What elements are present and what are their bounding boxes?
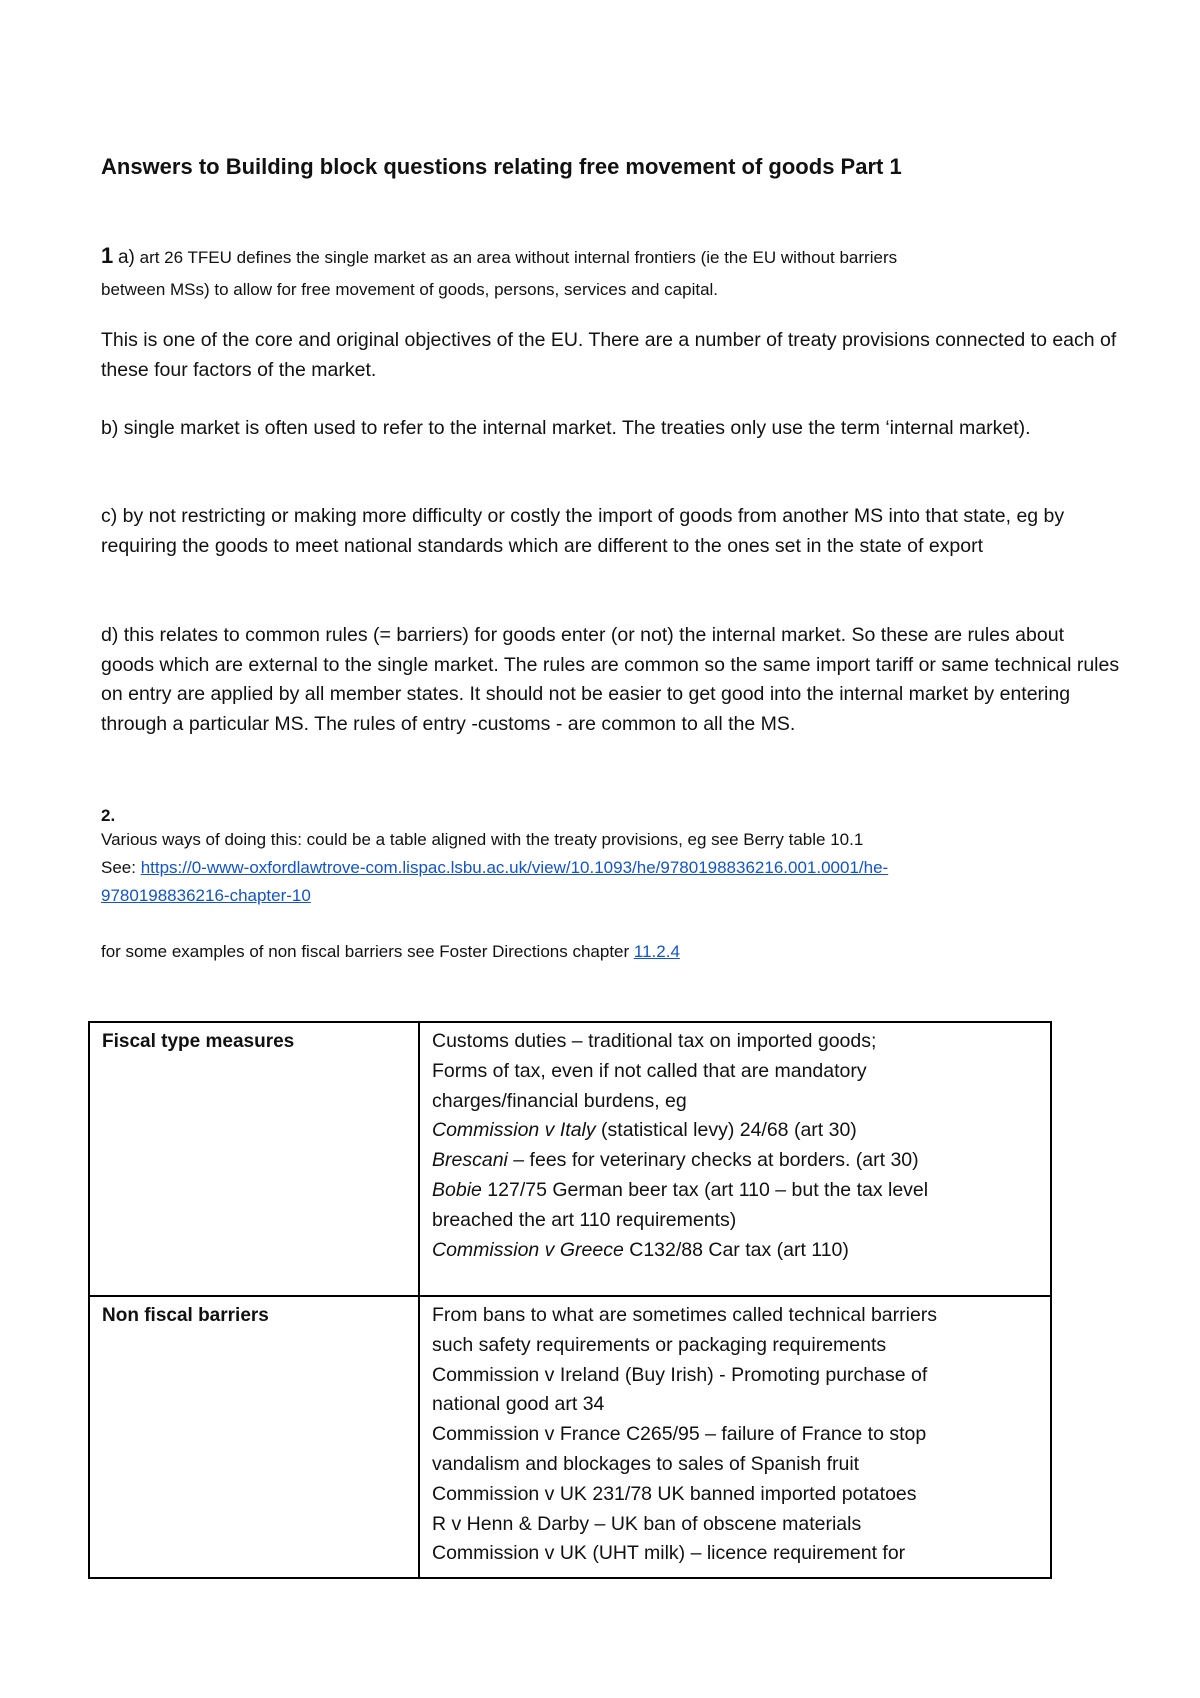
foster-chapter-link[interactable]: 11.2.4 <box>633 942 680 961</box>
answer-1d: d) this relates to common rules (= barriers) for goods enter (or not) the internal market. So these are rules about goods which are external to the single market. The rules are common so the same import tariff or same technical rules on entry are applied by all member states. It should not be easier to get good into the internal market by entering through a particular MS. The rules of entry -customs - are common to all the MS. <box>101 624 1120 735</box>
page-title: Answers to Building block questions relating free movement of goods Part 1 <box>101 154 902 179</box>
question-2-number: 2. <box>101 806 116 825</box>
nonfiscal-line: Commission v UK (UHT milk) – licence requirement for <box>432 1542 906 1565</box>
fiscal-line: Brescani – fees for veterinary checks at borders. (art 30) <box>432 1149 919 1172</box>
fiscal-line: Customs duties – traditional tax on imported goods; <box>432 1030 877 1052</box>
question-2-answer <box>101 826 1131 910</box>
question-1a <box>101 240 1131 306</box>
nonfiscal-line: national good art 34 <box>432 1393 605 1416</box>
oxford-lawtrove-link-continued[interactable]: 9780198836216-chapter-10 <box>101 886 311 905</box>
fiscal-line: breached the art 110 requirements) <box>432 1208 737 1231</box>
answer-1a-line1: art 26 TFEU defines the single market as an area without internal frontiers (ie the EU without barriers <box>134 248 898 267</box>
table-cell-fiscal-content <box>419 1022 1051 1296</box>
see-label: See: <box>101 858 141 877</box>
fiscal-line: Commission v Greece C132/88 Car tax (art 110) <box>432 1238 849 1261</box>
table-row-nonfiscal <box>89 1296 1051 1578</box>
answer-2-intro: Various ways of doing this: could be a table aligned with the treaty provisions, eg see Berry table 10.1 <box>101 830 864 849</box>
answer-1c: c) by not restricting or making more difficulty or costly the import of goods from another MS into that state, eg by requiring the goods to meet national standards which are different to the ones set in the state of export <box>101 505 1065 557</box>
nonfiscal-line: Commission v Ireland (Buy Irish) - Promoting purchase of <box>432 1363 928 1386</box>
foster-reference <box>101 938 680 966</box>
nonfiscal-line: R v Henn & Darby – UK ban of obscene materials <box>432 1512 862 1535</box>
sub-question-label: a) <box>117 247 135 268</box>
nonfiscal-line: From bans to what are sometimes called technical barriers <box>432 1304 938 1326</box>
answer-1a-line2: between MSs) to allow for free movement of goods, persons, services and capital. <box>101 280 719 299</box>
question-number: 1 <box>101 243 114 268</box>
nonfiscal-line: Commission v UK 231/78 UK banned imported potatoes <box>432 1482 917 1505</box>
barriers-table <box>88 1021 1052 1579</box>
table-row-fiscal <box>89 1022 1051 1296</box>
nonfiscal-line: Commission v France C265/95 – failure of France to stop <box>432 1423 927 1446</box>
answer-1b: b) single market is often used to refer to the internal market. The treaties only use the term ‘internal market). <box>101 417 1031 439</box>
nonfiscal-line: vandalism and blockages to sales of Spanish fruit <box>432 1452 860 1475</box>
table-cell-fiscal-heading: Fiscal type measures <box>89 1022 419 1296</box>
answer-1-core-paragraph: This is one of the core and original objectives of the EU. There are a number of treaty provisions connected to each of these four factors of the market. <box>101 329 1117 381</box>
fiscal-line: charges/financial burdens, eg <box>432 1089 687 1112</box>
nonfiscal-line: such safety requirements or packaging requirements <box>432 1333 887 1356</box>
table-cell-nonfiscal-content <box>419 1296 1051 1578</box>
foster-text: for some examples of non fiscal barriers see Foster Directions chapter <box>101 942 634 961</box>
table-cell-nonfiscal-heading: Non fiscal barriers <box>89 1296 419 1578</box>
fiscal-line: Bobie 127/75 German beer tax (art 110 – but the tax level <box>432 1178 929 1201</box>
oxford-lawtrove-link[interactable]: https://0-www-oxfordlawtrove-com.lispac.lsbu.ac.uk/view/10.1093/he/9780198836216.001.0001/he- <box>140 858 889 877</box>
fiscal-line: Forms of tax, even if not called that are mandatory <box>432 1059 867 1082</box>
fiscal-line: Commission v Italy (statistical levy) 24/68 (art 30) <box>432 1119 857 1142</box>
